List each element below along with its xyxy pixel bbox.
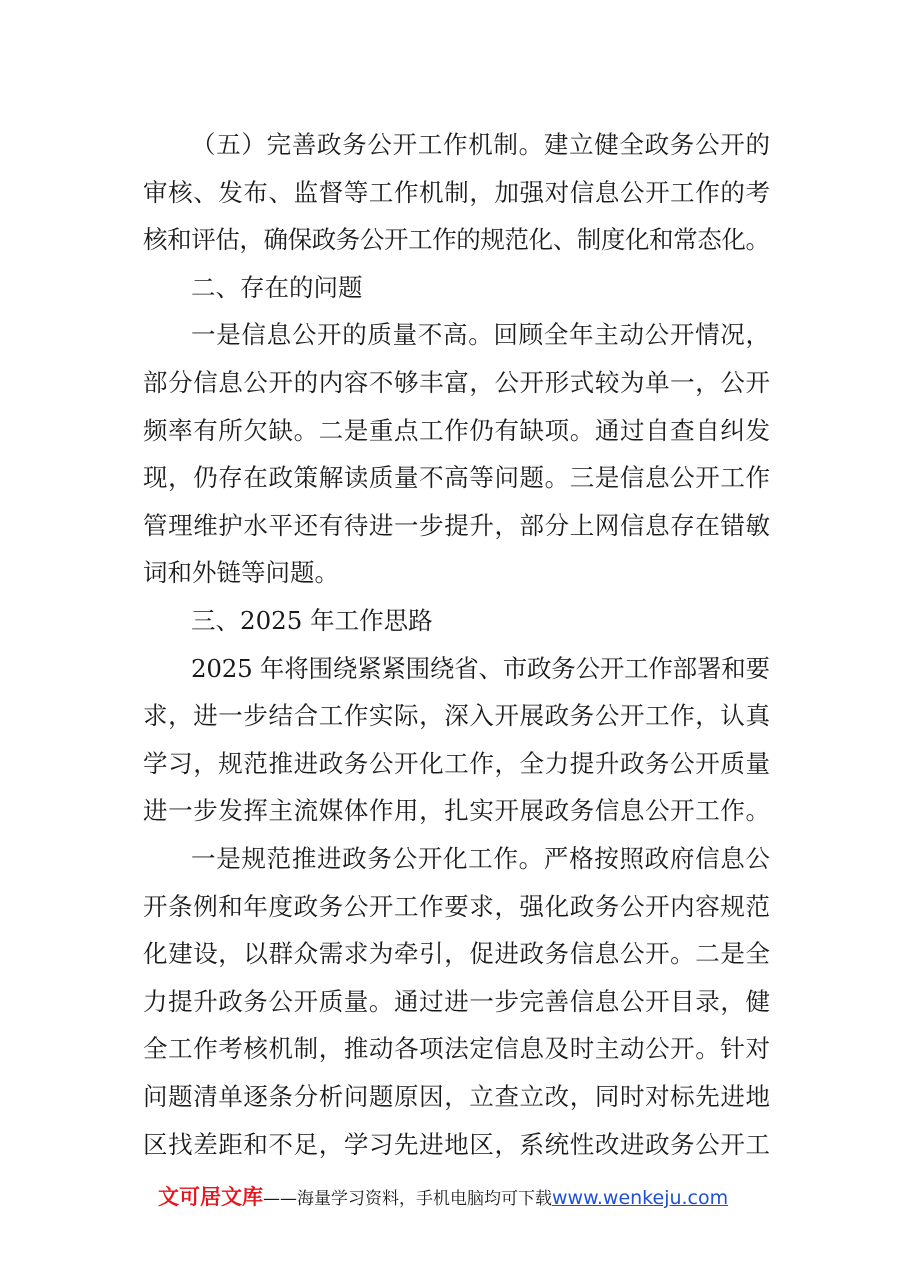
paragraph-line: [0, 549, 909, 597]
line-text: 问题清单逐条分析问题原因，立查立改，同时对标先进地: [143, 1082, 771, 1111]
paragraph-first-line: [0, 597, 909, 645]
paragraph-line: [0, 787, 909, 835]
paragraph-line: [0, 740, 909, 788]
line-text: 现，仍存在政策解读质量不高等问题。三是信息公开工作: [143, 463, 771, 493]
paragraph-line: [0, 1025, 909, 1073]
paragraph-first-line: [0, 121, 909, 169]
line-text: （五）完善政务公开工作机制。建立健全政务公开的: [191, 130, 771, 159]
footer-banner: [158, 1182, 728, 1212]
line-text: 求，进一步结合工作实际，深入开展政务公开工作，认真: [143, 701, 771, 731]
footer-tagline: ——海量学习资料，手机电脑均可下载: [263, 1189, 552, 1209]
footer-url-link[interactable]: www.wenkeju.com: [552, 1187, 729, 1209]
line-text: 一是规范推进政务公开化工作。严格按照政府信息公: [191, 844, 771, 873]
paragraph-line: [0, 454, 909, 502]
paragraph-line: [0, 692, 909, 740]
line-text: 三、2025 年工作思路: [191, 606, 433, 635]
paragraph-line: [0, 169, 909, 217]
line-text: 全工作考核机制，推动各项法定信息及时主动公开。针对: [143, 1034, 771, 1064]
paragraph-line: [0, 1073, 909, 1121]
paragraph-line: [0, 930, 909, 978]
line-text: 学习，规范推进政务公开化工作，全力提升政务公开质量: [143, 748, 771, 778]
line-text: 核和评估，确保政务公开工作的规范化、制度化和常态化。: [143, 225, 770, 255]
line-text: 二、存在的问题: [191, 272, 363, 302]
line-text: 开条例和年度政务公开工作要求，强化政务公开内容规范: [143, 891, 771, 921]
paragraph-line: [0, 407, 909, 455]
line-text: 进一步发挥主流媒体作用，扎实开展政务信息公开工作。: [143, 796, 771, 826]
paragraph-first-line: [0, 645, 909, 693]
line-text: 频率有所欠缺。二是重点工作仍有缺项。通过自查自纠发: [143, 415, 771, 445]
paragraph-line: [0, 1121, 909, 1169]
paragraph-first-line: [0, 835, 909, 883]
paragraph-line: [0, 502, 909, 550]
line-text: 区找差距和不足，学习先进地区，系统性改进政务公开工: [143, 1129, 771, 1159]
line-text: 部分信息公开的内容不够丰富，公开形式较为单一，公开: [143, 368, 771, 397]
paragraph-line: [0, 883, 909, 931]
line-text: 化建设，以群众需求为牵引，促进政务信息公开。二是全: [143, 939, 771, 969]
line-text: 一是信息公开的质量不高。回顾全年主动公开情况，: [191, 320, 771, 350]
line-text: 2025 年将围绕紧紧围绕省、市政务公开工作部署和要: [191, 653, 770, 683]
paragraph-line: [0, 359, 909, 407]
paragraph-line: [0, 216, 909, 264]
line-text: 审核、发布、监督等工作机制，加强对信息公开工作的考: [143, 177, 771, 207]
footer-brand: 文可居文库: [158, 1185, 263, 1209]
line-text: 力提升政务公开质量。通过进一步完善信息公开目录，健: [143, 986, 771, 1016]
paragraph-line: [0, 978, 909, 1026]
line-text: 管理维护水平还有待进一步提升，部分上网信息存在错敏: [143, 510, 771, 540]
paragraph-first-line: [0, 264, 909, 312]
line-text: 词和外链等问题。: [143, 558, 339, 588]
paragraph-first-line: [0, 311, 909, 359]
